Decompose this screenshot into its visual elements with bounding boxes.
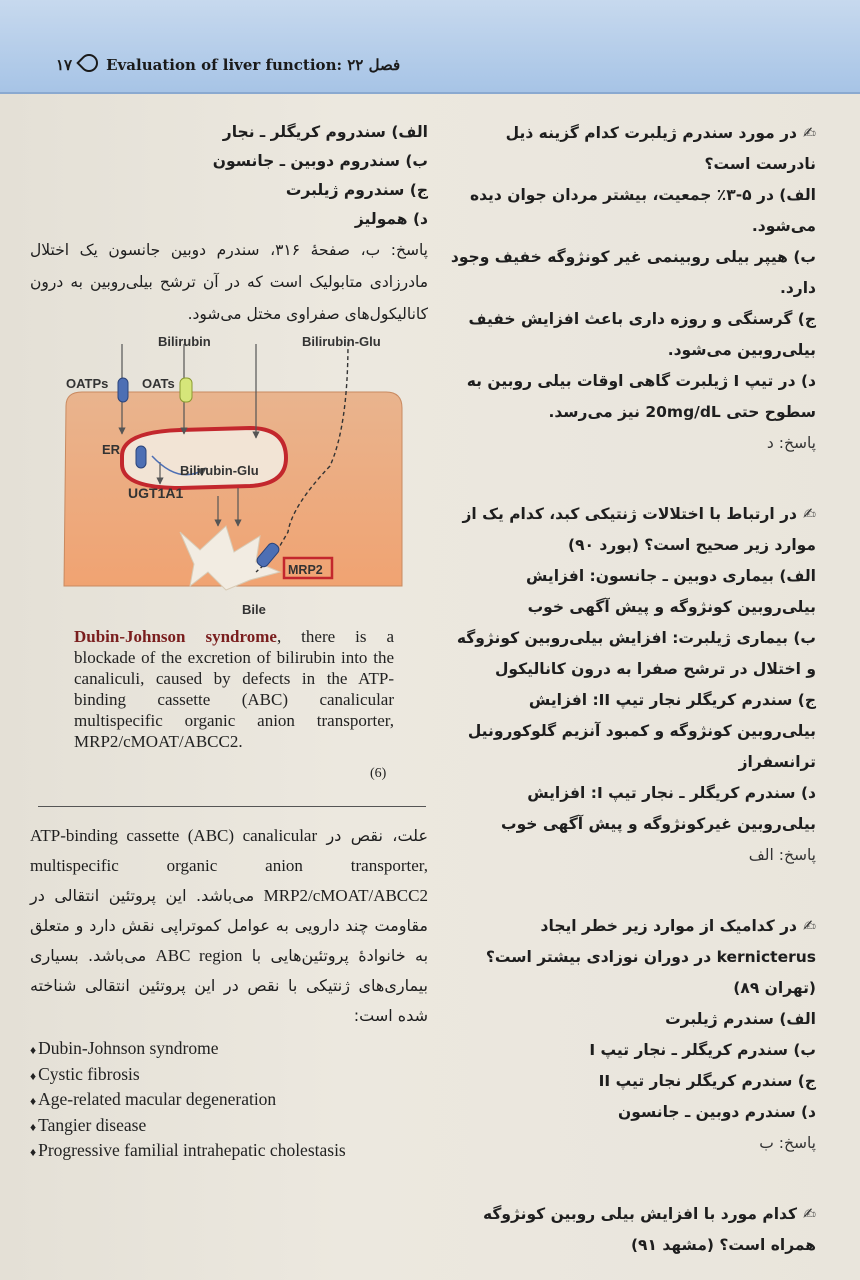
disease-list (30, 1037, 428, 1165)
q1-option-a: الف) در ۵-۳٪ جمعیت، بیشتر مردان جوان دیده می‌شود. (469, 186, 816, 235)
label-ugt1a1: UGT1A1 (128, 485, 184, 501)
label-oats: OATs (142, 376, 175, 391)
label-bile: Bile (242, 602, 266, 617)
q3-answer: پاسخ: ب (759, 1134, 816, 1152)
prev-option-b: ب) سندروم دوبین ـ جانسون (212, 152, 428, 170)
list-item: ♦ Dubin-Johnson syndrome (30, 1037, 428, 1063)
question-2: ✍در ارتباط با اختلالات ژنتیکی کبد، کدام یک از موارد زیر صحیح است؟ (بورد ۹۰) (448, 499, 816, 561)
list-item: ♦ Cystic fibrosis (30, 1063, 428, 1089)
list-item: ♦ Age-related macular degeneration (30, 1088, 428, 1114)
caption-term: Dubin-Johnson syndrome (74, 627, 277, 646)
label-bilirubin-glu: Bilirubin-Glu (180, 463, 259, 478)
prev-question-options (30, 118, 428, 234)
q2-answer: پاسخ: الف (748, 846, 816, 864)
caption-text: , there is a blockade of the excretion of bilirubin into the canaliculi, caused by defects in the ATP-binding cassette (ABC) canalicular multispecific organic anion transporter, MRP2/cMOAT/ABCC2. (74, 627, 394, 751)
header-title (56, 54, 400, 74)
pen-icon: ✍ (803, 505, 816, 523)
q3-option-a: الف) سندرم ژیلبرت (665, 1010, 816, 1028)
figure-caption (30, 626, 394, 752)
pen-icon: ✍ (803, 917, 816, 935)
left-column (30, 118, 428, 1165)
q1-answer: پاسخ: د (766, 434, 816, 452)
q2-option-c: ج) سندرم کریگلر نجار تیپ II: افزایش بیلی‌روبین کونژوگه و کمبود آنزیم گلوکورونیل ترانسفراز (467, 691, 816, 771)
question-4: ✍کدام مورد با افزایش بیلی روبین کونژوگه همراه است؟ (مشهد ۹۱) (448, 1199, 816, 1261)
para-english: ATP-binding cassette (ABC) canalicular multispecific organic anion transporter, MRP2/cMOAT/ABCC2 (30, 826, 428, 905)
page-header (0, 0, 860, 94)
right-column (448, 118, 816, 1261)
label-bilirubin-glu-top: Bilirubin-Glu (302, 336, 381, 349)
pen-icon: ✍ (803, 1205, 816, 1223)
prev-option-c: ج) سندروم ژیلبرت (285, 181, 428, 199)
label-bilirubin: Bilirubin (158, 336, 211, 349)
q2-option-d: د) سندرم کریگلر ـ نجار تیپ I: افزایش بیلی‌روبین غیرکونژوگه و پیش آگهی خوب (501, 784, 816, 833)
figure-number: (6) (370, 766, 387, 781)
q2-option-a: الف) بیماری دوبین ـ جانسون: افزایش بیلی‌روبین کونژوگه و پیش آگهی خوب (525, 567, 816, 616)
chapter-title: Evaluation of liver function: (106, 56, 343, 74)
list-item: ♦ Tangier disease (30, 1114, 428, 1140)
divider (38, 806, 426, 807)
q3-option-d: د) سندرم دوبین ـ جانسون (618, 1103, 816, 1121)
label-er: ER (102, 442, 121, 457)
question-1: ✍در مورد سندرم ژیلبرت کدام گزینه ذیل نادرست است؟ (448, 118, 816, 180)
q1-option-d: د) در تیپ I ژیلبرت گاهی اوقات بیلی روبین به سطوح حتی 20mg/dL نیز می‌رسد. (466, 372, 816, 421)
body-paragraph (30, 821, 428, 1031)
prev-option-d: د) همولیز (354, 210, 428, 228)
page-number: ۱۷ (56, 56, 73, 74)
pen-icon: ✍ (803, 124, 816, 142)
bilirubin-transport-svg (30, 336, 428, 626)
prev-option-a: الف) سندروم کریگلر ـ نجار (222, 123, 428, 141)
question-3: ✍در کدامیک از موارد زیر خطر ایجاد kernicterus در دوران نوزادی بیشتر است؟ (تهران ۸۹) (448, 911, 816, 1004)
chapter-title-fa: فصل ۲۲ (347, 56, 401, 74)
para-region: ABC region (155, 946, 243, 965)
para-intro: علت، نقص در (326, 826, 428, 845)
q2-option-b: ب) بیماری ژیلبرت: افزایش بیلی‌روبین کونژوگه و اختلال در ترشح صفرا به درون کانالیکول (456, 629, 816, 678)
q3-option-c: ج) سندرم کریگلر نجار تیپ II (598, 1072, 816, 1090)
q1-option-c: ج) گرسنگی و روزه داری باعث افزایش خفیف بیلی‌روبین می‌شود. (468, 310, 816, 359)
chapter-leaf-icon (76, 50, 101, 75)
label-oatps: OATPs (66, 376, 109, 391)
label-mrp2: MRP2 (288, 563, 323, 577)
prev-answer: پاسخ: ب، صفحهٔ ۳۱۶، سندرم دوبین جانسون یک اختلال مادرزادی متابولیک است که در آن ترشح بیلی‌روبین به درون کانالیکول‌های صفراوی مختل می‌شود. (30, 241, 428, 323)
q3-option-b: ب) سندرم کریگلر ـ نجار تیپ I (589, 1041, 816, 1059)
hepatocyte-diagram (30, 336, 428, 626)
para-end: می‌باشد. بسیاری بیماری‌های ژنتیکی با نقص در این پروتئین انتقالی شناخته شده است: (30, 946, 428, 1025)
q1-option-b: ب) هیپر بیلی روبینمی غیر کونژوگه خفیف وجود دارد. (450, 248, 816, 297)
para-rest: می‌باشد. این پروتئین انتقالی در مقاومت چند دارویی به عوامل کموتراپی نقش دارد و متعلق به خانوادهٔ پروتئین‌هایی با (30, 886, 429, 965)
list-item: ♦ Progressive familial intrahepatic cholestasis (30, 1139, 428, 1165)
